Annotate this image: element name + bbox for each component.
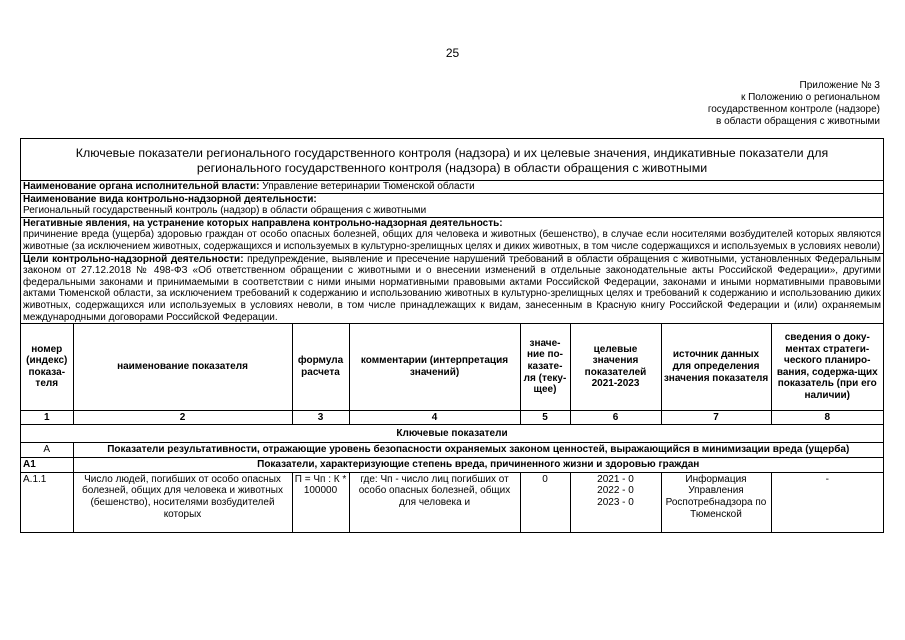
column-number: 5 [520, 410, 570, 425]
table-header-row [21, 324, 883, 410]
appendix-line: Приложение № 3 [799, 80, 880, 91]
appendix-line: в области обращения с животными [715, 116, 880, 127]
indicator-name: Число людей, погибших от особо опасных болезней, общих для человека и животных (бешенство), носителями возбудителей которых [73, 472, 292, 532]
subgroup-heading: Показатели, характеризующие степень вреда, причиненного жизни и здоровью граждан [73, 457, 883, 472]
column-number: 7 [661, 410, 771, 425]
authority-value: Управление ветеринарии Тюменской области [259, 181, 475, 192]
appendix-line: государственном контроле (надзоре) [707, 104, 880, 115]
goals-value: предупреждение, выявление и пресечение нарушений требований в области обращения с животными, установленных Федеральным законом от 27.12.2018 № 498-ФЗ «Об ответственном обращении с животными и о внесении изменений в отдельные законодательные акты Российской Федерации», другими федеральными законами и принимаемыми в соответствии с ними иными нормативными правовыми актами Российской Федерации, законами и иными нормативными правовыми актами Тюменской области, за исключением требований к содержанию и использованию животных в культурно-зрелищных целях и требований к содержанию и использованию диких животных, содержащихся или используемых в условиях неволи, в том числе принадлежащих к видам, занесенным в Красную книгу Российской Федерации и (или) охраняемым международными договорами Российской Федерации. [23, 253, 882, 323]
control-type-label: Наименование вида контрольно-надзорной деятельности: [23, 193, 317, 205]
indicator-current-value: 0 [520, 472, 570, 532]
indicator-formula: П = Чп : К * 100000 [292, 472, 349, 532]
column-number-row [21, 410, 883, 425]
indicator-source: Информация Управления Роспотребнадзора по Тюменской [661, 472, 771, 532]
column-number: 3 [292, 410, 349, 425]
column-number: 1 [21, 410, 73, 425]
indicator-documents: - [771, 472, 883, 532]
column-header: номер (индекс) показа-теля [21, 324, 73, 410]
column-header: источник данных для определения значения показателя [661, 324, 771, 410]
authority-block [21, 181, 883, 194]
subgroup-index: А1 [21, 457, 73, 472]
column-number: 2 [73, 410, 292, 425]
column-number: 8 [771, 410, 883, 425]
subgroup-row [21, 457, 883, 472]
column-header: формула расчета [292, 324, 349, 410]
column-number: 4 [349, 410, 520, 425]
indicator-targets: 2021 - 0 2022 - 0 2023 - 0 [570, 472, 661, 532]
indicators-table [21, 324, 883, 533]
column-header: комментарии (интерпретация значений) [349, 324, 520, 410]
column-header: сведения о доку-ментах стратеги-ческого планиро-вания, содержа-щих показатель (при его наличии) [771, 324, 883, 410]
document-title: Ключевые показатели регионального государственного контроля (надзора) и их целевые значения, индикативные показатели для регионального государственного контроля (надзора) в области обращения с животными [21, 139, 883, 181]
negative-label: Негативные явления, на устранение которых направлена контрольно-надзорная деятельность: [23, 217, 503, 229]
control-type-value: Региональный государственный контроль (надзор) в области обращения с животными [23, 205, 427, 217]
indicator-index: А.1.1 [21, 472, 73, 532]
column-header: наименование показателя [73, 324, 292, 410]
section-heading: Ключевые показатели [21, 425, 883, 443]
indicators-document [20, 138, 884, 533]
column-header: значе-ние по-казате-ля (теку-щее) [520, 324, 570, 410]
group-heading: Показатели результативности, отражающие уровень безопасности охраняемых законом ценностей, выражающийся в минимизации вреда (ущерба) [73, 443, 883, 458]
section-row [21, 425, 883, 443]
column-header: целевые значения показателей 2021-2023 [570, 324, 661, 410]
negative-value: причинение вреда (ущерба) здоровью граждан от особо опасных болезней, общих для человека и животных (бешенство), в случае если носителями возбудителей которых являются животные (за исключением животных, содержащихся и используемых в культурно-зрелищных целях и диких животных, в том числе содержащихся и используемых в условиях неволи) [23, 229, 881, 252]
page-number: 25 [445, 46, 460, 60]
table-row [21, 472, 883, 532]
group-index: А [21, 443, 73, 458]
column-number: 6 [570, 410, 661, 425]
authority-label: Наименование органа исполнительной власти: [23, 181, 260, 192]
group-row [21, 443, 883, 458]
goals-label: Цели контрольно-надзорной деятельности: [23, 253, 244, 265]
negative-block [21, 218, 883, 254]
control-type-block [21, 194, 883, 218]
appendix-line: к Положению о региональном [740, 92, 880, 103]
indicator-comment: где: Чп - число лиц погибших от особо опасных болезней, общих для человека и [349, 472, 520, 532]
goals-block [21, 254, 883, 325]
appendix-note [708, 80, 880, 128]
